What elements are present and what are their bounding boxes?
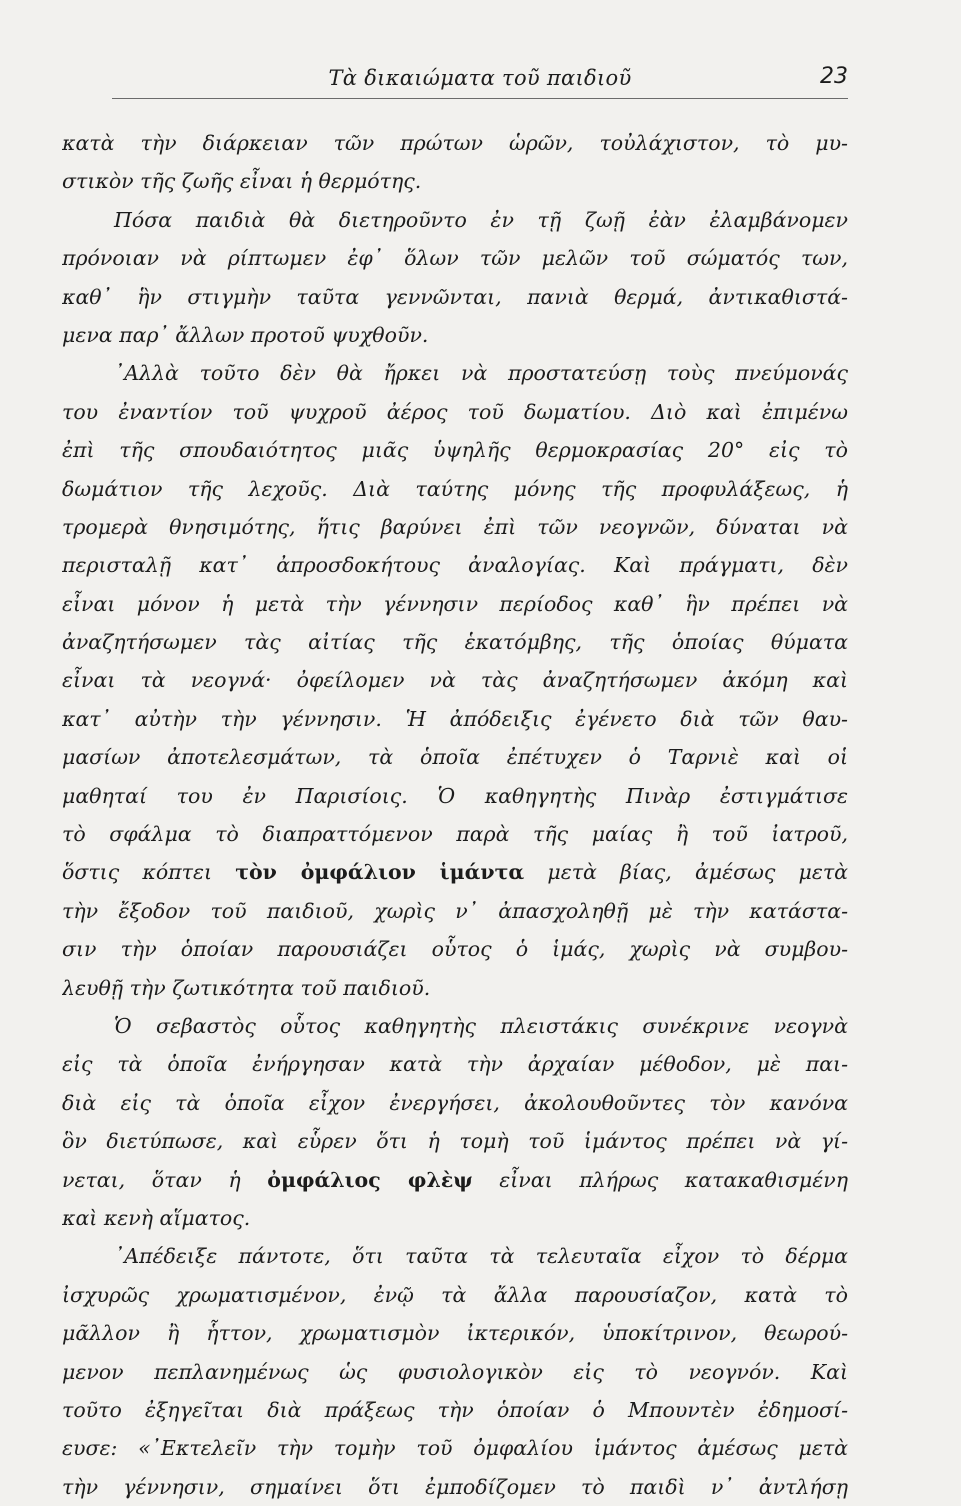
- text-line: μενα παρ᾽ ἄλλων προτοῦ ψυχθοῦν.: [62, 322, 429, 347]
- text-segment: ὅστις κόπτει: [62, 860, 236, 885]
- text-line: Πόσα παιδιὰ θὰ διετηροῦντο ἐν τῇ ζωῇ ἐὰν ἐλαμβάνομεν: [114, 207, 848, 232]
- text-line: τὴν γέννησιν, σημαίνει ὅτι ἐμποδίζομεν τὸ παιδὶ ν᾽ ἀντλήσῃ: [62, 1474, 848, 1499]
- text-line: στικὸν τῆς ζωῆς εἶναι ἡ θερμότης.: [62, 169, 422, 194]
- text-line: τὸ σφάλμα τὸ διαπραττόμενον παρὰ τῆς μαίας ἢ τοῦ ἰατροῦ,: [62, 822, 848, 847]
- text-segment: μετὰ βίας, ἀμέσως μετὰ: [524, 860, 848, 885]
- bold-term: τὸν ὀμφάλιον ἱμάντα: [235, 860, 525, 885]
- text-line: μενον πεπλανημένως ὡς φυσιολογικὸν εἰς τὸ νεογνόν. Καὶ: [62, 1359, 848, 1384]
- text-line: τρομερὰ θνησιμότης, ἥτις βαρύνει ἐπὶ τῶν νεογνῶν, δύναται νὰ: [62, 514, 848, 539]
- text-line: [62, 853, 848, 891]
- text-line: εἶναι μόνον ἡ μετὰ τὴν γέννησιν περίοδος καθ᾽ ἣν πρέπει νὰ: [62, 591, 848, 616]
- text-line: μᾶλλον ἢ ἧττον, χρωματισμὸν ἰκτερικόν, ὑποκίτρινον, θεωρού-: [62, 1321, 848, 1346]
- text-line: πρόνοιαν νὰ ρίπτωμεν ἐφ᾽ ὅλων τῶν μελῶν τοῦ σώματός των,: [62, 246, 848, 271]
- text-line: ᾽Αλλὰ τοῦτο δὲν θὰ ἤρκει νὰ προστατεύσῃ τοὺς πνεύμονάς: [114, 361, 848, 386]
- running-title: Τὰ δικαιώματα τοῦ παιδιοῦ: [328, 66, 632, 90]
- text-line: εἶναι τὰ νεογνά· ὀφείλομεν νὰ τὰς ἀναζητήσωμεν ἀκόμη καὶ: [62, 668, 848, 693]
- text-line: ᾽Απέδειξε πάντοτε, ὅτι ταῦτα τὰ τελευταῖα εἶχον τὸ δέρμα: [114, 1244, 848, 1269]
- text-line: λευθῇ τὴν ζωτικότητα τοῦ παιδιοῦ.: [62, 975, 431, 1000]
- text-line: ευσε: «᾽Εκτελεῖν τὴν τομὴν τοῦ ὀμφαλίου ἱμάντος ἀμέσως μετὰ: [62, 1436, 848, 1461]
- text-line: κατ᾽ αὐτὴν τὴν γέννησιν. Ἡ ἀπόδειξις ἐγένετο διὰ τῶν θαυ-: [62, 706, 848, 731]
- text-line: Ὁ σεβαστὸς οὗτος καθηγητὴς πλειστάκις συνέκρινε νεογνὰ: [114, 1013, 848, 1038]
- text-line: περισταλῇ κατ᾽ ἀπροσδοκήτους ἀναλογίας. Καὶ πράγματι, δὲν: [62, 553, 848, 578]
- text-line: εἰς τὰ ὁποῖα ἐνήργησαν κατὰ τὴν ἀρχαίαν μέθοδον, μὲ παι-: [62, 1052, 848, 1077]
- text-line: δωμάτιον τῆς λεχοῦς. Διὰ ταύτης μόνης τῆς προφυλάξεως, ἡ: [62, 476, 848, 501]
- text-line: τοῦτο ἐξηγεῖται διὰ πράξεως τὴν ὁποίαν ὁ Μπουντὲν ἐδημοσί-: [62, 1397, 848, 1422]
- text-line: τὴν ἔξοδον τοῦ παιδιοῦ, χωρὶς ν᾽ ἀπασχοληθῇ μὲ τὴν κατάστα-: [62, 898, 848, 923]
- bold-term: ὀμφάλιος φλὲψ: [267, 1167, 473, 1192]
- text-line: [62, 1161, 848, 1199]
- text-line: ἀναζητήσωμεν τὰς αἰτίας τῆς ἑκατόμβης, τῆς ὁποίας θύματα: [62, 630, 848, 655]
- text-line: μασίων ἀποτελεσμάτων, τὰ ὁποῖα ἐπέτυχεν ὁ Ταρνιὲ καὶ οἱ: [62, 745, 848, 770]
- text-line: μαθηταί του ἐν Παρισίοις. Ὁ καθηγητὴς Πινὰρ ἐστιγμάτισε: [62, 783, 848, 808]
- text-line: ἐπὶ τῆς σπουδαιότητος μιᾶς ὑψηλῆς θερμοκρασίας 20° εἰς τὸ: [62, 438, 848, 463]
- running-header: [112, 62, 848, 99]
- body-text: [62, 124, 848, 1506]
- page-number: 23: [820, 64, 848, 89]
- text-line: ἰσχυρῶς χρωματισμένον, ἐνῷ τὰ ἄλλα παρουσίαζον, κατὰ τὸ: [62, 1282, 848, 1307]
- text-segment: νεται, ὅταν ἡ: [62, 1167, 268, 1192]
- text-line: ὃν διετύπωσε, καὶ εὗρεν ὅτι ἡ τομὴ τοῦ ἱμάντος πρέπει νὰ γί-: [62, 1129, 848, 1154]
- text-line: κατὰ τὴν διάρκειαν τῶν πρώτων ὡρῶν, τοὐλάχιστον, τὸ μυ-: [62, 131, 848, 155]
- text-line: καὶ κενὴ αἵματος.: [62, 1205, 251, 1230]
- text-segment: εἶναι πλήρως κατακαθισμένη: [472, 1167, 848, 1192]
- text-line: καθ᾽ ἣν στιγμὴν ταῦτα γεννῶνται, πανιὰ θερμά, ἀντικαθιστά-: [62, 284, 848, 309]
- text-line: διὰ εἰς τὰ ὁποῖα εἶχον ἐνεργήσει, ἀκολουθοῦντες τὸν κανόνα: [62, 1090, 848, 1115]
- text-line: του ἐναντίον τοῦ ψυχροῦ ἀέρος τοῦ δωματίου. Διὸ καὶ ἐπιμένω: [62, 399, 848, 424]
- text-line: σιν τὴν ὁποίαν παρουσιάζει οὗτος ὁ ἱμάς, χωρὶς νὰ συμβου-: [62, 937, 848, 962]
